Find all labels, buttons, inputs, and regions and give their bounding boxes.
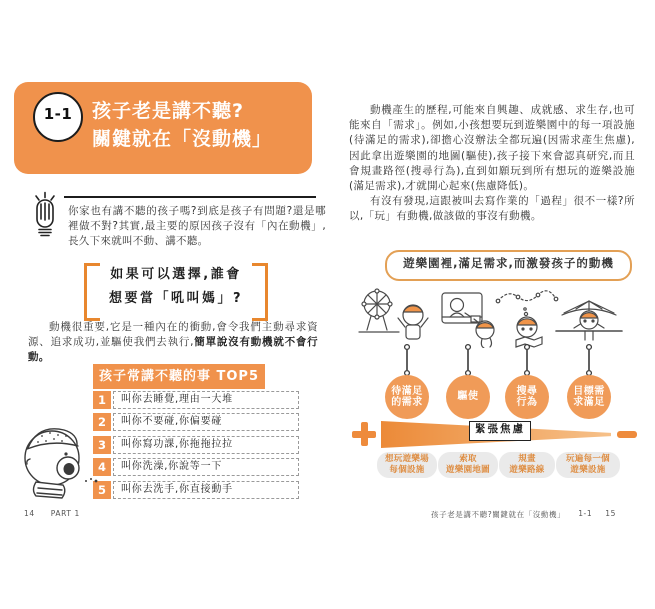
list-item [93, 436, 299, 454]
diagram-title: 遊樂園裡,滿足需求,而激發孩子的動機 [385, 250, 632, 281]
list-item [93, 458, 299, 476]
stage-circle-drive [446, 375, 490, 419]
list-item-number: 1 [93, 391, 111, 409]
minus-icon [617, 431, 637, 438]
body-paragraph-1: 動機產生的歷程,可能來自興趣、成就感、求生存,也可能來自「需求」。例如,小孩想要玩到遊樂園中的每一項設施(待滿足的需求),卻擔心沒辦法全都玩遍(因需求產生焦慮),因此拿出遊樂園的地圖(驅使),孩子接下來會認真研究,而且會規畫路徑(搜尋行為),直到如願玩到所有想玩的遊樂設施(滿足需求),才就開心起來(焦慮降低)。 [349, 104, 635, 193]
stage-caption [499, 452, 555, 478]
yelling-boy-illustration [8, 418, 106, 510]
bracket-right-icon [252, 263, 268, 321]
connector-line [464, 343, 472, 377]
stage-caption-line: 規畫 [518, 454, 536, 464]
intro-paragraph: 你家也有講不聽的孩子嗎?到底是孩子有問題?還是哪裡做不對?其實,最主要的原因孩子沒有「內在動機」,長久下來就叫不動、講不聽。 [68, 205, 326, 248]
chapter-title [92, 97, 307, 153]
page-number: 15 [605, 509, 616, 518]
stage-circle-search [505, 375, 549, 419]
section-divider [64, 196, 316, 198]
top5-list [93, 391, 299, 499]
list-item-text: 叫你洗澡,你說等一下 [113, 458, 299, 476]
stage-circle-goal [567, 375, 611, 419]
list-item-number: 2 [93, 413, 111, 431]
stage-caption-line: 遊樂園地圖 [445, 465, 490, 475]
right-page-footer [360, 509, 616, 520]
kid-reading-map-illustration [492, 287, 562, 349]
footer-chapter-title: 孩子老是講不聽?關鍵就在「沒動機」 [431, 510, 566, 519]
stage-circle-text: 搜尋 [516, 385, 538, 397]
list-item-number: 5 [93, 481, 111, 499]
connector-line [523, 343, 531, 377]
top5-banner: 孩子常講不聽的事 TOP5 [93, 364, 265, 389]
kid-wanting-rides-illustration [357, 287, 435, 347]
stage-caption-line: 索取 [459, 454, 477, 464]
stage-caption-line: 玩遍每一個 [565, 454, 610, 464]
list-item-text: 叫你去洗手,你直接動手 [113, 481, 299, 499]
plus-icon [352, 422, 376, 446]
stage-circle-need [385, 375, 429, 419]
stage-caption-line: 遊樂設施 [570, 465, 606, 475]
list-item-number: 4 [93, 458, 111, 476]
pull-quote [90, 263, 262, 315]
stage-circle-text: 驅使 [457, 391, 479, 403]
stage-caption [438, 452, 498, 478]
list-item-text: 叫你去睡覺,理由一大堆 [113, 391, 299, 409]
lightbulb-icon [31, 191, 59, 239]
list-item [93, 481, 299, 499]
part-label: PART 1 [50, 509, 80, 518]
chapter-title-line1: 孩子老是講不聽? [92, 100, 245, 122]
connector-line [585, 343, 593, 377]
stage-caption [377, 452, 437, 478]
right-body-text [349, 103, 635, 225]
stage-circle-text: 的需求 [391, 397, 423, 408]
section-number-badge [33, 92, 83, 142]
page-number: 14 [24, 509, 35, 518]
quote-line1: 如果可以選擇,誰會 [110, 267, 242, 282]
list-item-text: 叫你寫功課,你拖拖拉拉 [113, 436, 299, 454]
body-paragraph-2: 有沒有發現,這跟被叫去寫作業的「過程」很不一樣?所以,「玩」有動機,做該做的事沒有動機。 [349, 195, 635, 223]
chapter-title-line2: 關鍵就在「沒動機」 [92, 128, 273, 150]
quote-line2: 想要當「吼叫媽」? [108, 291, 244, 306]
motivation-paragraph [28, 320, 318, 366]
list-item [93, 413, 299, 431]
footer-section-number: 1-1 [578, 509, 593, 518]
list-item [93, 391, 299, 409]
stage-caption-line: 每個設施 [389, 465, 425, 475]
list-item-text: 叫你不要碰,你偏要碰 [113, 413, 299, 431]
stage-circle-text: 待滿足 [391, 385, 423, 397]
anxiety-label: 緊張焦慮 [469, 421, 531, 441]
list-item-number: 3 [93, 436, 111, 454]
section-number: 1-1 [43, 105, 73, 123]
stage-circle-text: 目標需 [573, 385, 605, 397]
left-page-footer [24, 509, 80, 518]
motivation-paragraph-normal: 動機很重要,它是一種內在的衝動,會令我們主動尋求資源、追求成功,並驅使我們去執行, [28, 321, 318, 349]
motivation-paragraph-bold: 簡單說沒有動機就不會行動。 [28, 336, 318, 364]
kid-on-ride-illustration [554, 289, 624, 347]
stage-circle-text: 求滿足 [573, 397, 605, 408]
bracket-left-icon [84, 263, 100, 321]
stage-caption-line: 遊樂路線 [509, 465, 545, 475]
stage-caption-line: 想玩遊樂場 [384, 454, 429, 464]
stage-caption [556, 452, 620, 478]
stage-circle-text: 行為 [516, 397, 538, 408]
connector-line [403, 343, 411, 377]
